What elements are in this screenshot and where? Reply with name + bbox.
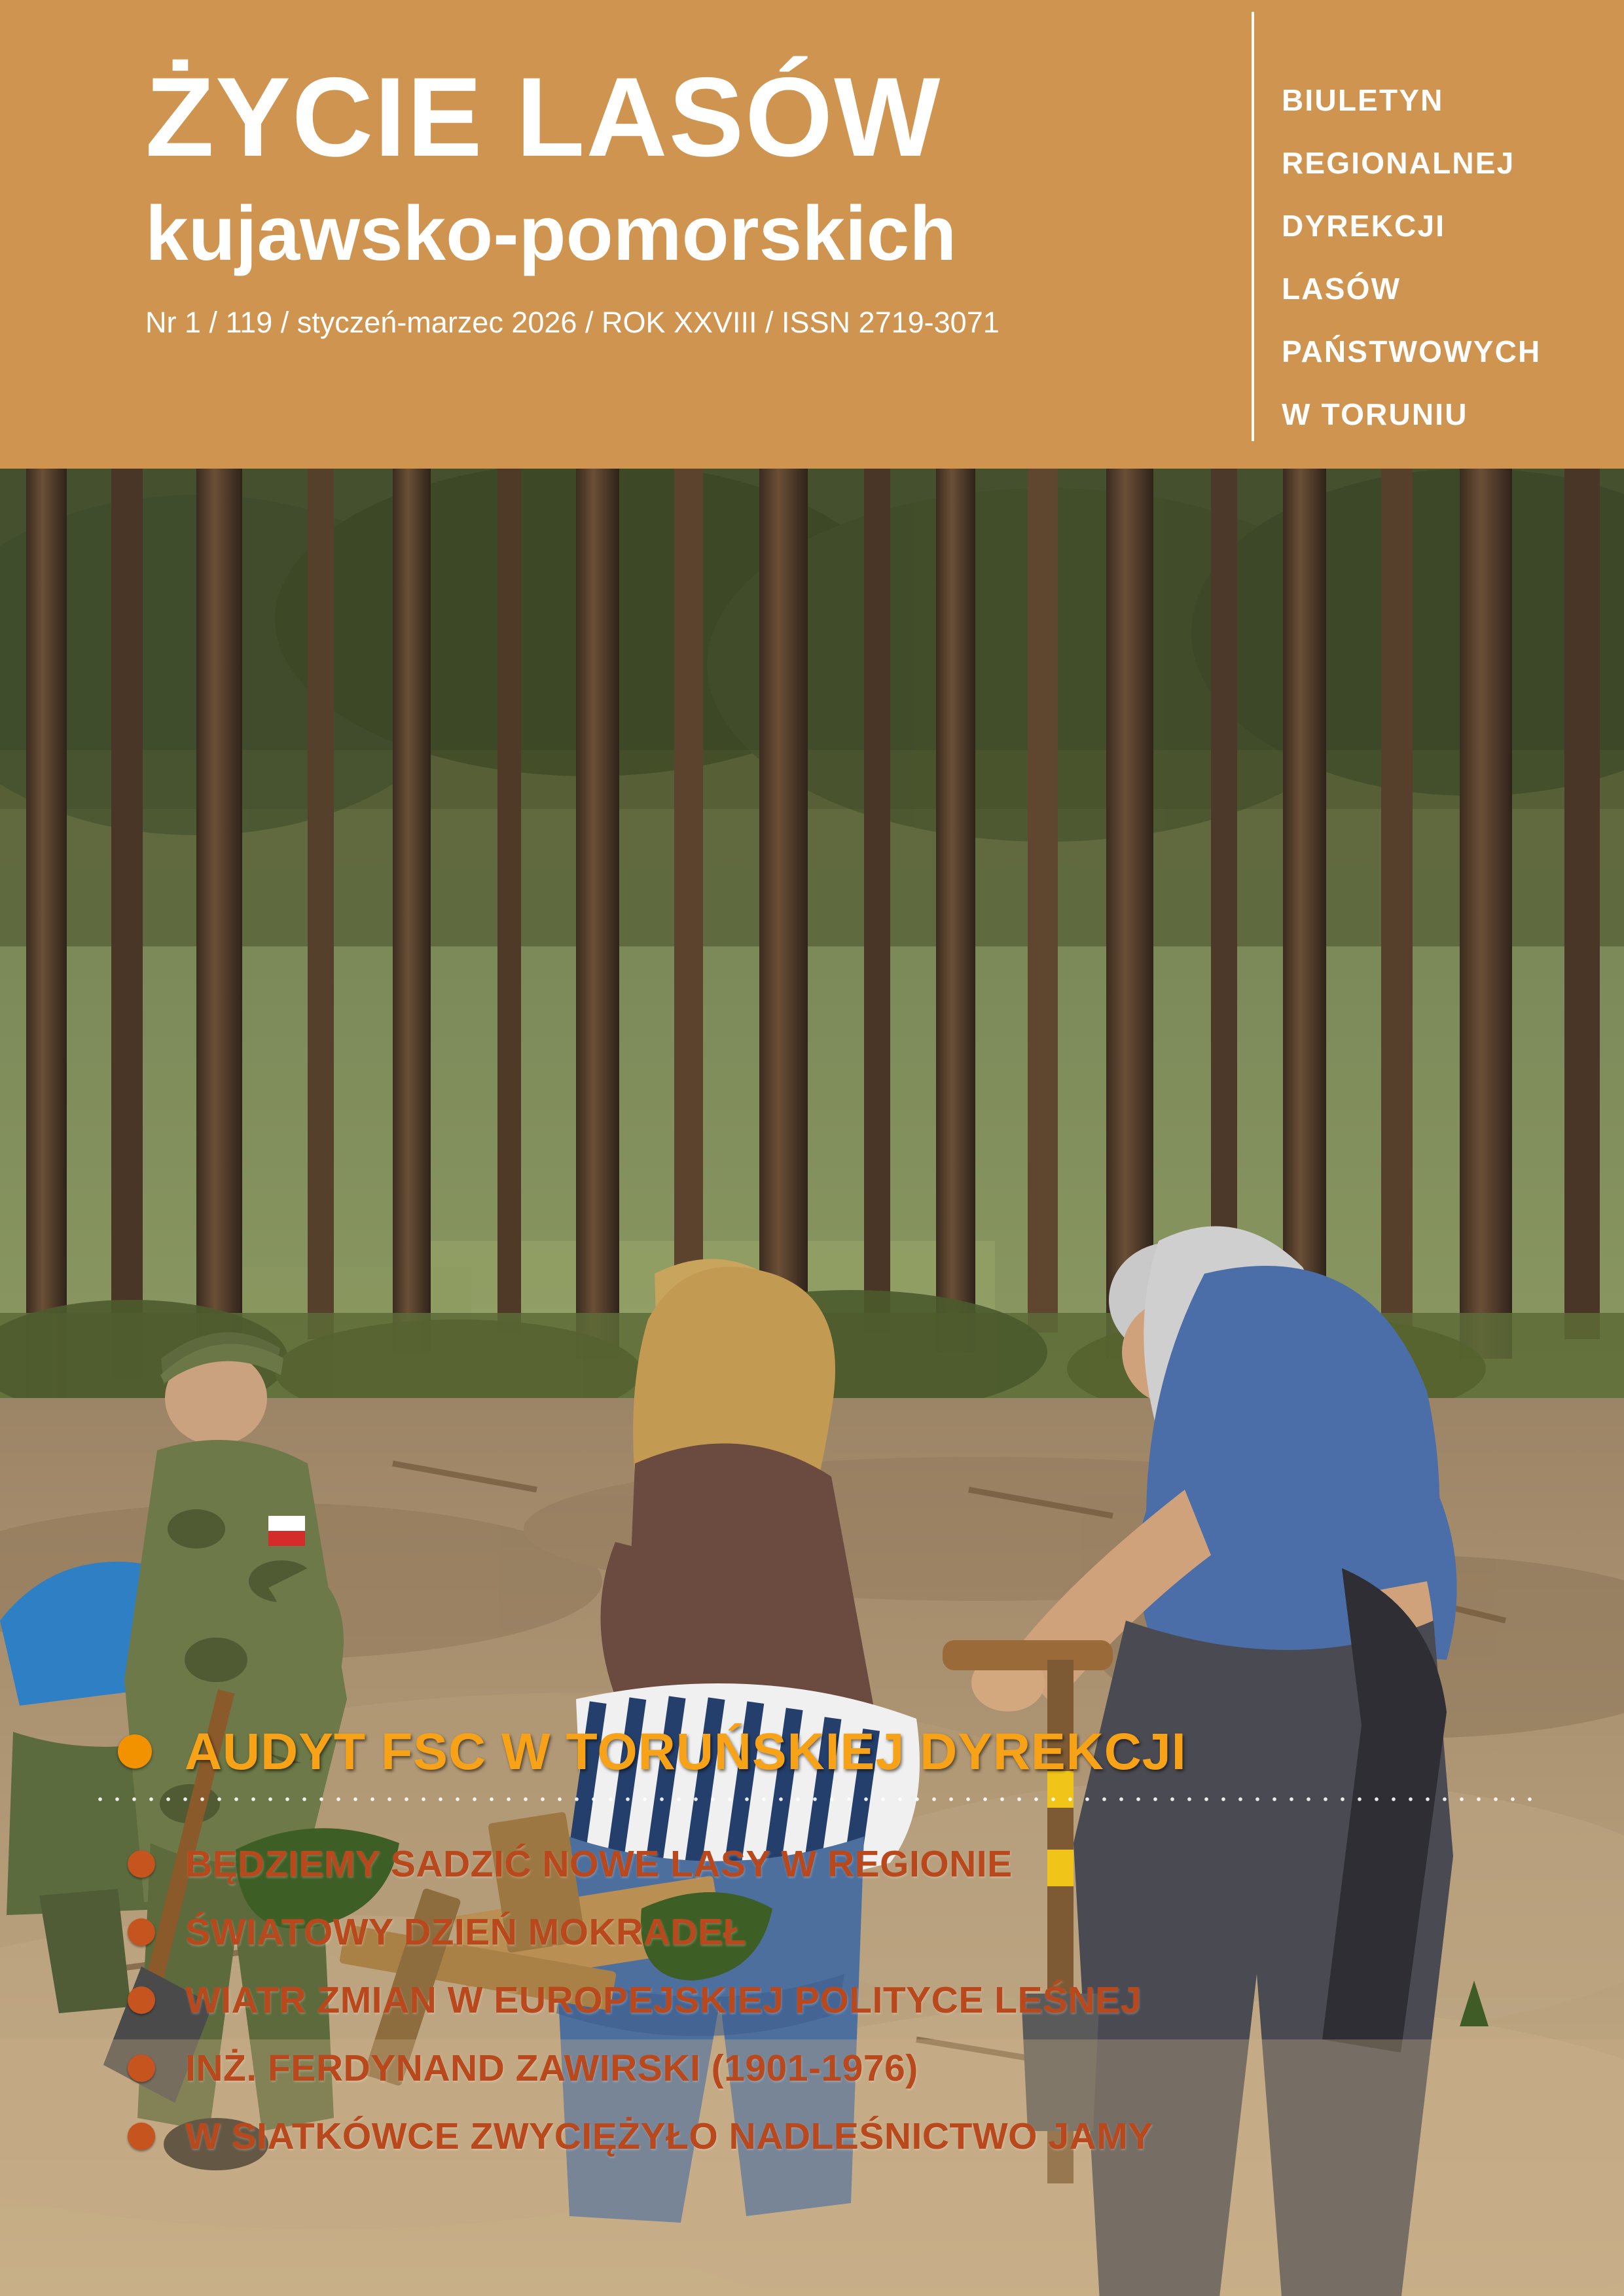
publisher-line-4: LASÓW bbox=[1282, 272, 1401, 306]
headline-item-label: BĘDZIEMY SADZIĆ NOWE LASY W REGIONIE bbox=[185, 1843, 1013, 1885]
bullet-dot-icon bbox=[118, 1734, 152, 1768]
headline-item-label: ŚWIATOWY DZIEŃ MOKRADEŁ bbox=[185, 1911, 746, 1953]
headline-item[interactable] bbox=[128, 1842, 1535, 1886]
publisher-block bbox=[1282, 85, 1596, 429]
lead-headline-row[interactable] bbox=[118, 1721, 1187, 1782]
bullet-dot-icon bbox=[128, 1986, 155, 2014]
bullet-dot-icon bbox=[128, 2123, 155, 2150]
bullet-dot-icon bbox=[128, 2054, 155, 2082]
masthead bbox=[145, 54, 1225, 340]
cover-headlines bbox=[0, 1685, 1624, 2296]
issue-info: Nr 1 / 119 / styczeń-marzec 2026 / ROK XXVIII / ISSN 2719-3071 bbox=[145, 306, 1000, 340]
lead-headline: AUDYT FSC W TORUŃSKIEJ DYREKCJI bbox=[185, 1722, 1187, 1780]
magazine-title: ŻYCIE LASÓW bbox=[145, 54, 942, 180]
headline-item-label: W SIATKÓWCE ZWYCIĘŻYŁO NADLEŚNICTWO JAMY bbox=[185, 2115, 1153, 2157]
bullet-dot-icon bbox=[128, 1918, 155, 1946]
headline-list bbox=[128, 1842, 1535, 2183]
headline-item[interactable] bbox=[128, 2047, 1535, 2090]
cover-header bbox=[0, 0, 1624, 469]
headline-item[interactable] bbox=[128, 1910, 1535, 1954]
publisher-line-2: REGIONALNEJ bbox=[1282, 146, 1515, 180]
headline-item-label: INŻ. FERDYNAND ZAWIRSKI (1901-1976) bbox=[185, 2047, 918, 2089]
bullet-dot-icon bbox=[128, 1850, 155, 1878]
magazine-subtitle: kujawsko-pomorskich bbox=[145, 190, 957, 278]
headline-item[interactable] bbox=[128, 1979, 1535, 2022]
publisher-line-6: W TORUNIU bbox=[1282, 397, 1468, 431]
header-divider bbox=[1252, 12, 1254, 441]
headline-item-label: WIATR ZMIAN W EUROPEJSKIEJ POLITYCE LEŚNEJ bbox=[185, 1979, 1142, 2021]
publisher-line-5: PAŃSTWOWYCH bbox=[1282, 334, 1542, 368]
dotted-separator bbox=[92, 1797, 1542, 1802]
publisher-line-3: DYREKCJI bbox=[1282, 209, 1446, 243]
publisher-line-1: BIULETYN bbox=[1282, 83, 1444, 117]
headline-item[interactable] bbox=[128, 2115, 1535, 2158]
